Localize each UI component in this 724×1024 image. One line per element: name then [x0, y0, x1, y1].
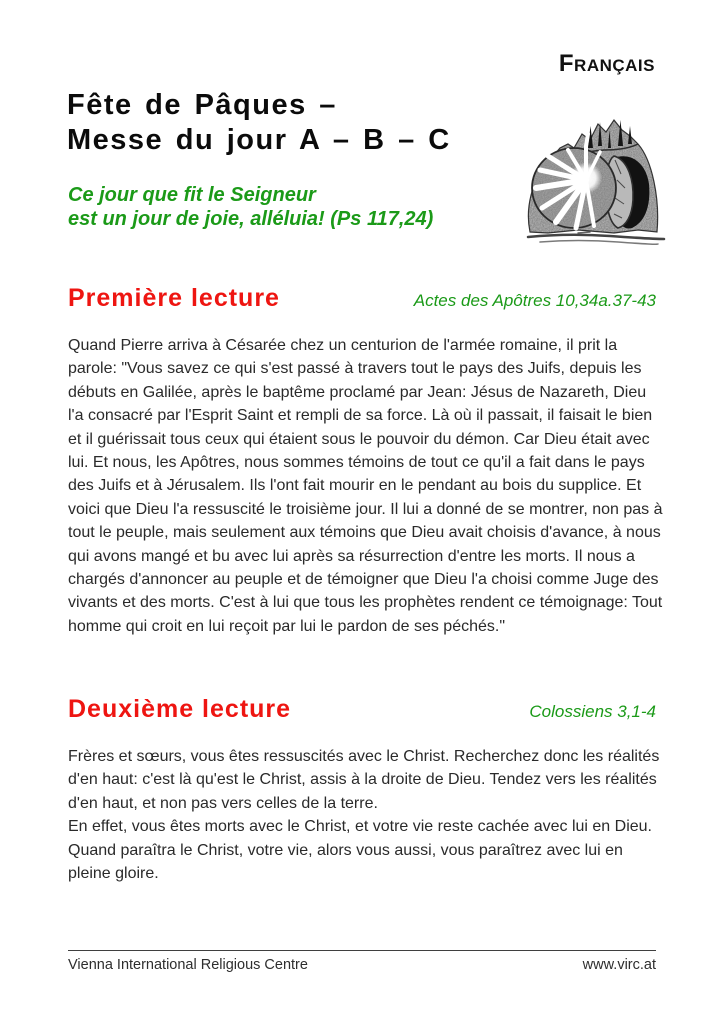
- second-reading-paragraph-2: En effet, vous êtes morts avec le Christ, et votre vie reste cachée avec lui en Dieu. Quand paraîtra le Christ, votre vie, alors vous aussi, vous paraîtrez avec lui en pleine gloire.: [68, 818, 652, 883]
- footer-divider: [68, 950, 656, 951]
- footer: [68, 957, 656, 973]
- first-reading-heading: Première lecture: [68, 284, 280, 312]
- light-glow: [570, 162, 602, 194]
- empty-tomb-illustration: [518, 104, 672, 254]
- language-label: Français: [558, 50, 655, 77]
- publisher-name: Vienna International Religious Centre: [68, 957, 308, 973]
- second-reading-paragraph-1: Frères et sœurs, vous êtes ressuscités avec le Christ. Recherchez donc les réalités d'en haut: c'est là qu'est le Christ, assis à la droite de Dieu. Tendez vers les réalités d'en haut, et non pas vers celles de la terre.: [68, 748, 660, 812]
- first-reading-header: [68, 284, 656, 313]
- first-reading-text: [68, 334, 664, 638]
- psalm-subtitle-line-2: est un jour de joie, alléluia! (Ps 117,24): [68, 208, 434, 230]
- second-reading-text: [68, 745, 664, 885]
- second-reading-reference: Colossiens 3,1-4: [529, 702, 656, 721]
- second-reading-heading: Deuxième lecture: [68, 695, 292, 723]
- page-title-line-1: Fête de Pâques –: [67, 89, 337, 121]
- psalm-subtitle-line-1: Ce jour que fit le Seigneur: [68, 184, 316, 206]
- page-title-line-2: Messe du jour A – B – C: [67, 124, 451, 156]
- first-reading-reference: Actes des Apôtres 10,34a.37-43: [413, 291, 656, 310]
- second-reading-header: [68, 695, 656, 724]
- psalm-subtitle: [68, 183, 433, 231]
- page-title: [67, 88, 451, 158]
- website-url: www.virc.at: [582, 957, 656, 973]
- first-reading-paragraph: Quand Pierre arriva à Césarée chez un centurion de l'armée romaine, il prit la parole: "Vous savez ce qui s'est passé à travers tout le pays des Juifs, depuis les débuts en Galilée, après le baptême proclamé par Jean: Jésus de Nazareth, Dieu l'a consacré par l'Esprit Saint et rempli de sa force. Là où il passait, il faisait le bien et il guérissait tous ceux qui étaient sous le pouvoir du démon. Car Dieu était avec lui. Et nous, les Apôtres, nous sommes témoins de tout ce qu'il a fait dans le pays des Juifs et à Jérusalem. Ils l'ont fait mourir en le pendant au bois du supplice. Et voici que Dieu l'a ressuscité le troisième jour. Il lui a donné de se montrer, non pas à tout le peuple, mais seulement aux témoins que Dieu avait choisis d'avance, à nous qui avons mangé et bu avec lui après sa résurrection d'entre les morts. Il nous a chargés d'annoncer au peuple et de témoigner que Dieu l'a choisi comme Juge des vivants et des morts. C'est à lui que tous les prophètes rendent ce témoignage: Tout homme qui croit en lui reçoit par lui le pardon de ses péchés.": [68, 337, 663, 635]
